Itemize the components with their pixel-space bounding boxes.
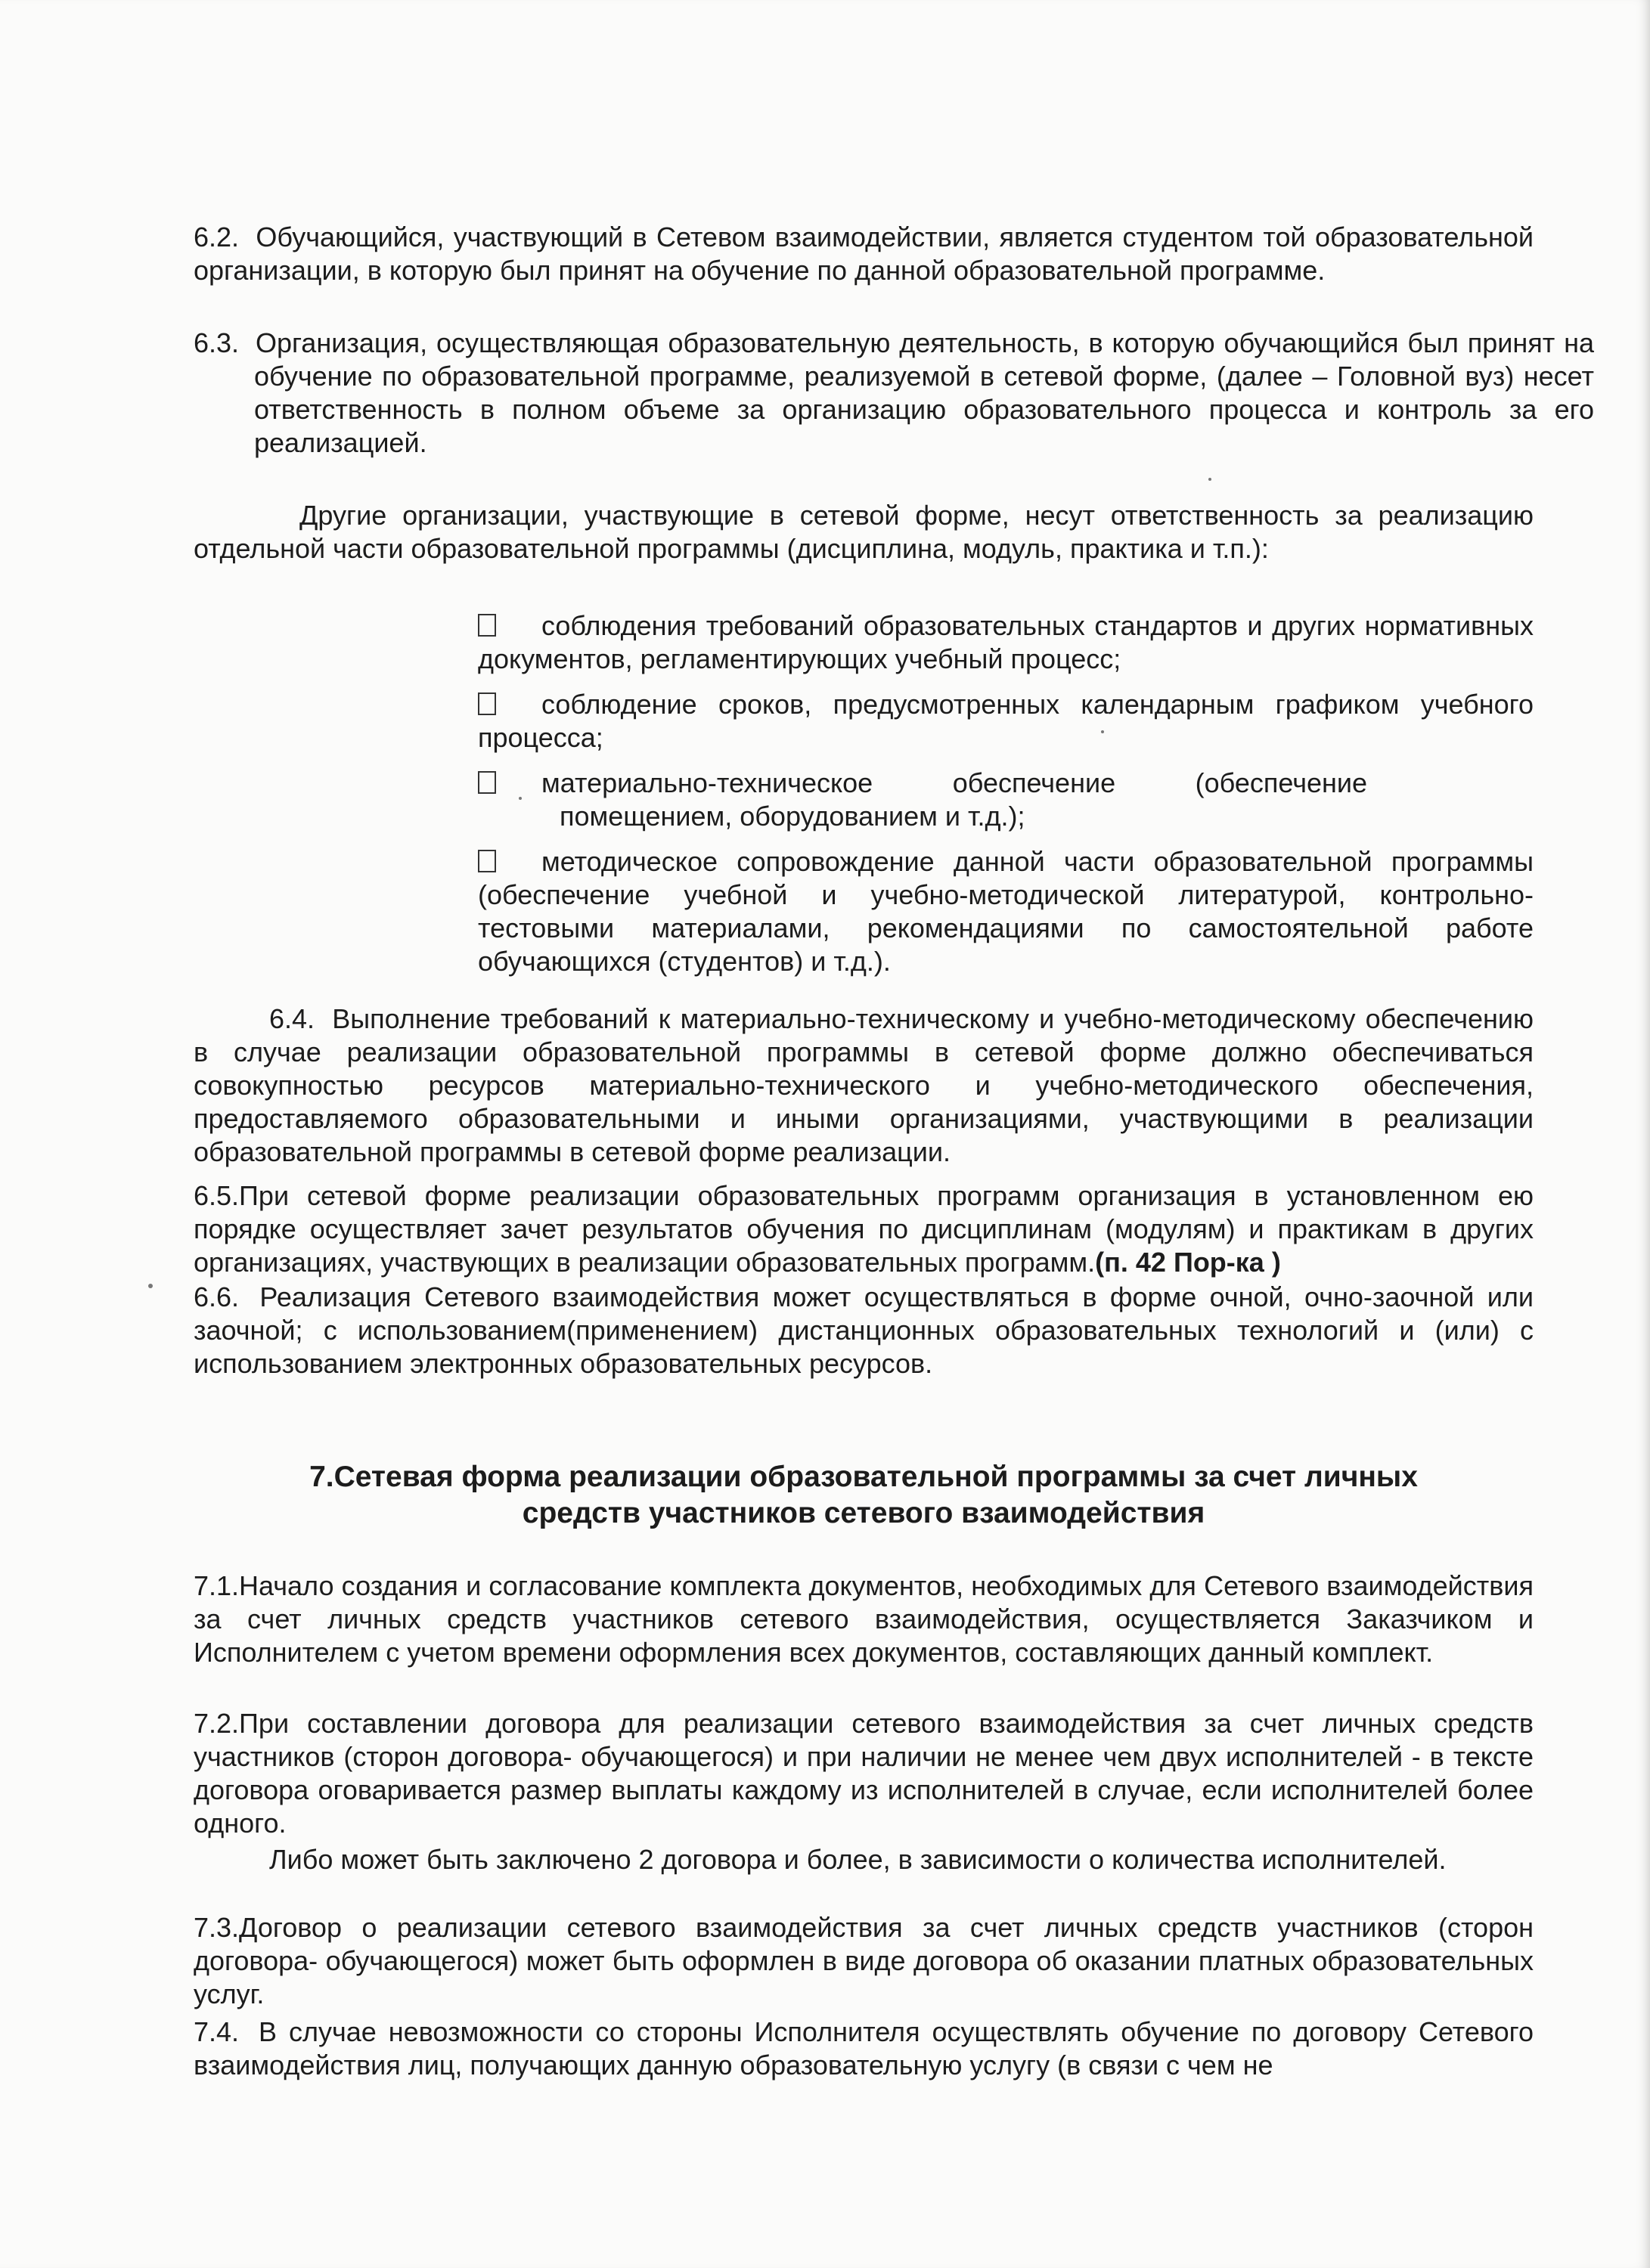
list-item-text: методическое сопровождение данной части образовательной программы (обеспечение учебной и учебно-методической литературой, контрольно-тестовыми материалами, рекомендациями по самостоятельной работе обучающихся (студентов) и т.д.).: [478, 846, 1534, 977]
paragraph-6-3: [194, 327, 1594, 460]
section-7-heading: [194, 1459, 1534, 1532]
paragraph-text: Реализация Сетевого взаимодействия может осуществляться в форме очной, очно-заочной или заочной; с использованием(применением) дистанционных образовательных технологий и (или) с использованием электронных образовательных ресурсов.: [194, 1281, 1534, 1379]
paragraph-6-2: [194, 221, 1534, 287]
scan-speck: [1101, 730, 1104, 733]
heading-line: средств участников сетевого взаимодействия: [522, 1497, 1205, 1529]
paragraph-7-1: [194, 1569, 1534, 1669]
paragraph-text: Начало создания и согласование комплекта документов, необходимых для Сетевого взаимодействия за счет личных средств участников сетевого взаимодействия, осуществляется Заказчиком и Исполнителем с учетом времени оформления всех документов, составляющих данный комплект.: [194, 1570, 1534, 1668]
list-item-text: материально-техническое обеспечение (обеспечение помещением, оборудованием и т.д.);: [541, 767, 1367, 832]
paragraph-text: Другие организации, участвующие в сетевой форме, несут ответственность за реализацию отдельной части образовательной программы (дисциплина, модуль, практика и т.п.):: [194, 500, 1534, 564]
paragraph-number: 7.1.: [194, 1570, 240, 1601]
paragraph-6-6: [194, 1281, 1534, 1380]
paragraph-6-5: [194, 1179, 1534, 1279]
paragraph-text: Договор о реализации сетевого взаимодействия за счет личных средств участников (сторон договора- обучающегося) может быть оформлен в виде договора об оказании платных образовательных услуг.: [194, 1912, 1534, 2009]
checkbox-square-icon: [478, 692, 496, 715]
scan-speck: [148, 1284, 153, 1288]
paragraph-other-organizations: [194, 499, 1534, 565]
paragraph-number: 6.6.: [194, 1281, 240, 1312]
paragraph-number: 6.2.: [194, 222, 240, 253]
paragraph-text: При составлении договора для реализации сетевого взаимодействия за счет личных средств участников (сторон договора- обучающегося) и при наличии не менее чем двух исполнителей - в тексте договора оговаривается размер выплаты каждому из исполнителей в случае, если исполнителей более одного.: [194, 1708, 1534, 1839]
paragraph-7-2-addendum: [194, 1843, 1534, 1876]
list-item-text: соблюдение сроков, предусмотренных календарным графиком учебного процесса;: [478, 689, 1534, 753]
paragraph-text: В случае невозможности со стороны Исполнителя осуществлять обучение по договору Сетевого взаимодействия лиц, получающих данную образовательную услугу (в связи с чем не: [194, 2016, 1534, 2081]
scan-speck: [1208, 478, 1211, 481]
checkbox-square-icon: [478, 614, 496, 637]
scan-speck: [519, 797, 522, 800]
paragraph-text: При сетевой форме реализации образовательных программ организация в установленном ею порядке осуществляет зачет результатов обучения по дисциплинам (модулям) и практикам в других организациях, участвующих в реализации образовательных программ.: [194, 1180, 1534, 1278]
paragraph-text: Либо может быть заключено 2 договора и более, в зависимости о количества исполнителей.: [269, 1844, 1447, 1875]
paragraph-text: Обучающийся, участвующий в Сетевом взаимодействии, является студентом той образовательной организации, в которую был принят на обучение по данной образовательной программе.: [194, 222, 1534, 286]
paragraph-6-4: [194, 1002, 1534, 1169]
list-item: [478, 845, 1534, 978]
paragraph-number: 7.3.: [194, 1912, 240, 1943]
paragraph-text: Выполнение требований к материально-техническому и учебно-методическому обеспечению в случае реализации образовательной программы в сетевой форме должно обеспечиваться совокупностью ресурсов материально-технического и учебно-методического обеспечения, предоставляемого образовательными и иными организациями, участвующими в реализации образовательной программы в сетевой форме реализации.: [194, 1003, 1534, 1167]
list-item: [478, 767, 1534, 833]
paragraph-number: 6.5.: [194, 1180, 240, 1211]
paragraph-7-4: [194, 2015, 1534, 2082]
list-item-text: соблюдения требований образовательных стандартов и других нормативных документов, регламентирующих учебный процесс;: [478, 610, 1534, 674]
paragraph-number: 7.4.: [194, 2016, 240, 2047]
paragraph-text: Организация, осуществляющая образовательную деятельность, в которую обучающийся был принят на обучение по образовательной программе, реализуемой в сетевой форме, (далее – Головной вуз) несет ответственность в полном объеме за организацию образовательного процесса и контроль за его реализацией.: [254, 327, 1594, 458]
checkbox-square-icon: [478, 850, 496, 872]
list-item: [478, 688, 1534, 754]
heading-line: 7.Сетевая форма реализации образовательной программы за счет личных: [309, 1461, 1418, 1493]
checkbox-square-icon: [478, 771, 496, 794]
responsibility-list: [478, 609, 1534, 990]
paragraph-number: 6.4.: [269, 1003, 315, 1034]
paragraph-number: 7.2.: [194, 1708, 240, 1739]
order-reference: (п. 42 Пор-ка ): [1095, 1247, 1281, 1278]
paragraph-7-2: [194, 1707, 1534, 1840]
list-item: [478, 609, 1534, 676]
paragraph-7-3: [194, 1911, 1534, 2011]
paragraph-number: 6.3.: [194, 327, 240, 358]
